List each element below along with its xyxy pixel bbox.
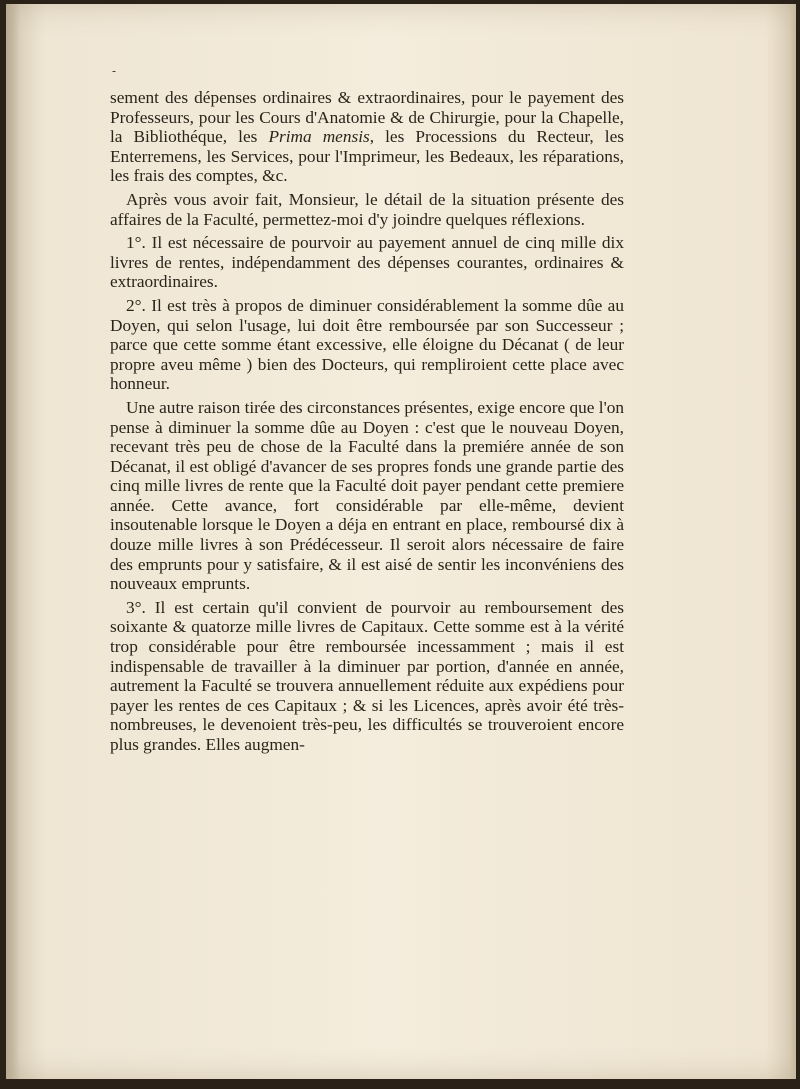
paragraph [110,398,624,594]
text-run: Une autre raison tirée des circonstances présentes, exige encore que l'on pense à diminuer la somme dûe au Doyen : c'est que le nouveau Doyen, recevant très peu de chose de la Faculté dans la premiére année de son Décanat, il est obligé d'avancer de ses propres fonds une grande partie des cinq mille livres de rente que la Faculté doit payer pendant cette premiere année. Cette avance, fort considérable par elle-même, devient insoutenable lorsque le Doyen a déja en entrant en place, remboursé dix à douze mille livres à son Prédécesseur. Il seroit alors nécessaire de faire des emprunts pour y satisfaire, & il est aisé de sentir les inconvéniens des nouveaux emprunts. [110,397,624,594]
text-run: , les Processions du Recteur, les Enterremens, les Services, pour l'Imprimeur, les Bedeaux, les réparations, les frais des comptes, &c. [110,127,624,186]
margin-mark: - [112,64,117,78]
text-run: sement des dépenses ordinaires & extraordinaires, pour le payement des Professeurs, pour les Cours d'Anatomie & de Chirurgie, pour la Chapelle, la Bibliothéque, les [110,88,624,147]
text-run: 1°. Il est nécessaire de pourvoir au payement annuel de cinq mille dix livres de rentes, indépendamment des dépenses courantes, ordinaires & extraordinaires. [110,233,624,292]
paragraph [110,190,624,229]
page-edge-shadow [790,4,796,1079]
paragraph [110,233,624,292]
text-run: Après vous avoir fait, Monsieur, le détail de la situation présente des affaires de la Faculté, permettez-moi d'y joindre quelques réflexions. [110,189,624,229]
paragraph [110,598,624,755]
page-gutter-shadow [6,4,20,1079]
page-text-block [110,88,624,755]
paragraph [110,88,624,186]
paragraph [110,296,624,394]
text-run: 2°. Il est très à propos de diminuer considérablement la somme dûe au Doyen, qui selon l'usage, lui doit être remboursée par son Successeur ; parce que cette somme étant excessive, elle éloigne du Décanat ( de leur propre aveu même ) bien des Docteurs, qui rempliroient cette place avec honneur. [110,295,624,394]
text-run: 3°. Il est certain qu'il convient de pourvoir au remboursement des soixante & quatorze mille livres de Capitaux. Cette somme est à la vérité trop considérable pour être remboursée incessamment ; mais il est indispensable de travailler à la diminuer par portion, d'année en année, autrement la Faculté se trouvera annuellement réduite aux expédiens pour payer les rentes de ces Capitaux ; & si les Licences, après avoir été très-nombreuses, le devenoient très-peu, les difficultés se trouveroient encore plus grandes. Elles augmen- [110,597,624,754]
italic-text: Prima mensis [268,127,370,147]
